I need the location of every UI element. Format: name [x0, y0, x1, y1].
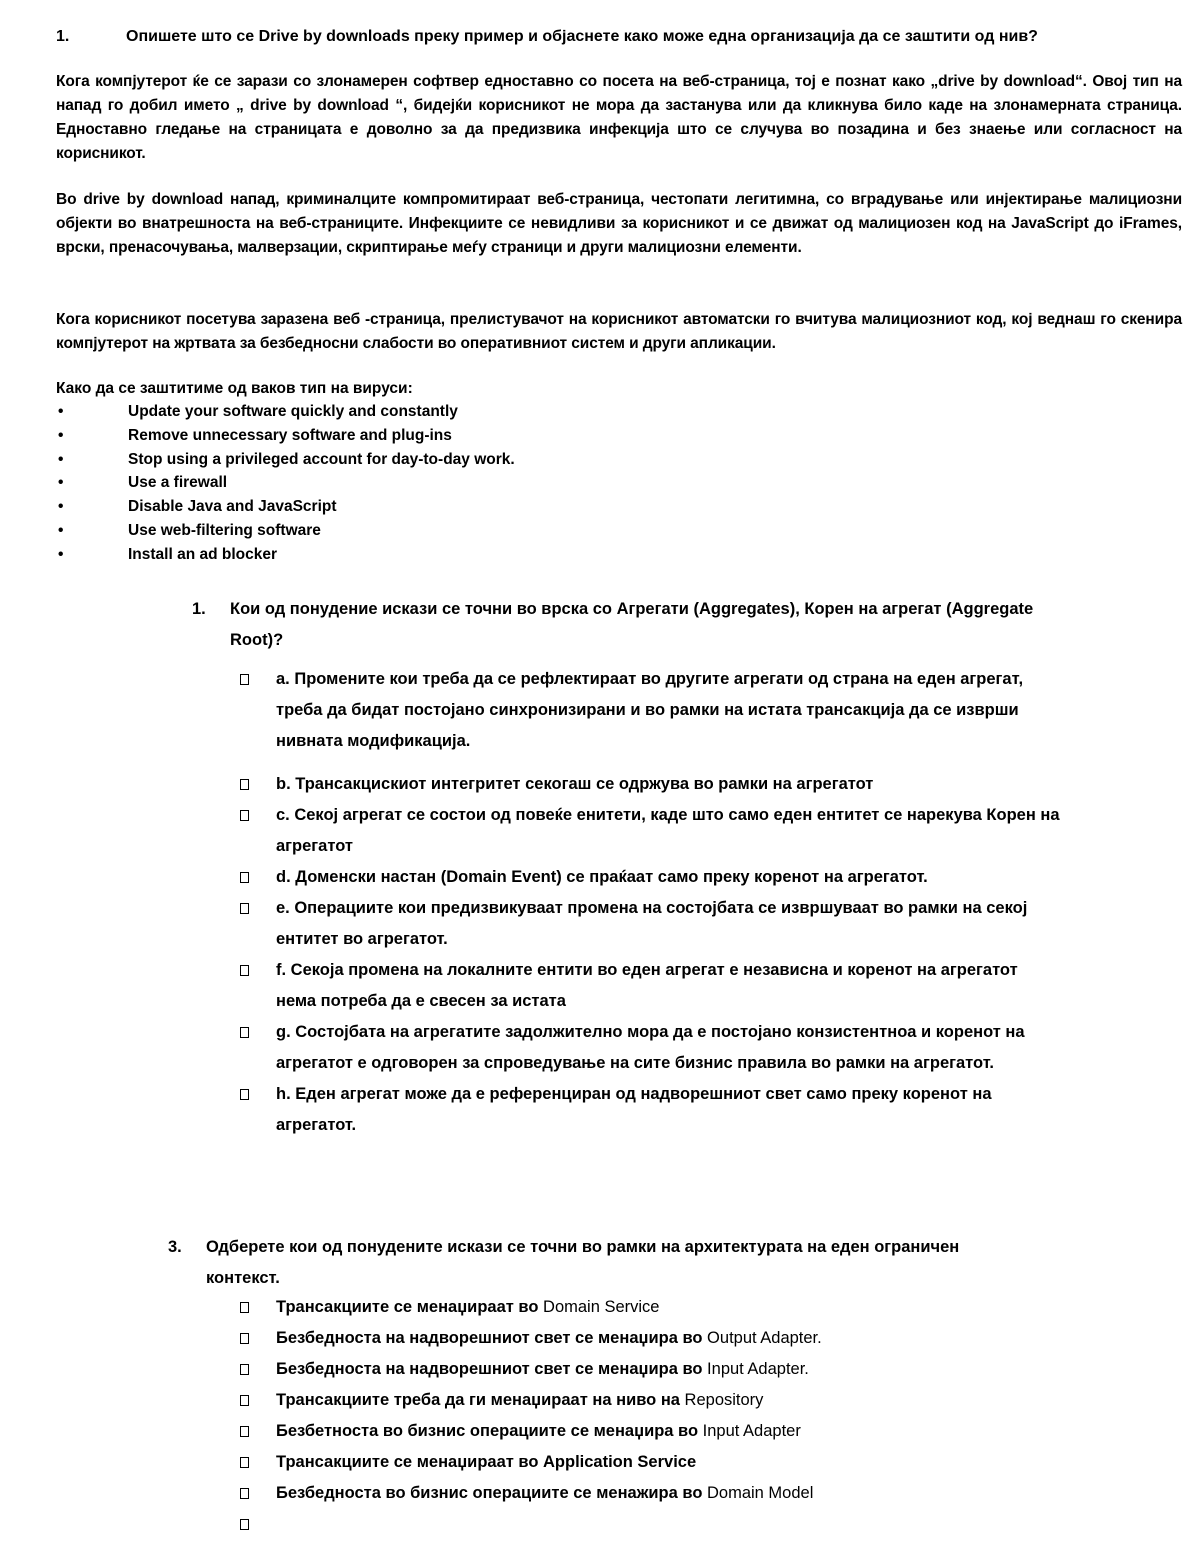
option-item[interactable]: c. Секој агрегат се состои од повеќе енитети, каде што само еден ентитет се нарекува Корен на агрегатот	[240, 800, 1060, 862]
question-bounded-context	[168, 1232, 1028, 1294]
checkbox-icon[interactable]	[240, 1395, 249, 1406]
protection-list	[56, 400, 515, 567]
option-item[interactable]: g. Состојбата на агрегатите задолжително мора да е постојано конзистентноа и коренот на агрегатот е одговорен за спроведување на сите бизнис правила во рамки на агрегатот.	[240, 1017, 1060, 1079]
checkbox-icon[interactable]	[240, 903, 249, 914]
question-text: Одберете кои од понудените искази се точни во рамки на архитектурата на еден ограничен контекст.	[206, 1238, 960, 1287]
protection-heading: Како да се заштитиме од ваков тип на вируси:	[56, 380, 413, 397]
question-aggregates	[192, 594, 1052, 656]
bullet-icon: •	[58, 403, 64, 420]
question-1-heading	[56, 26, 1186, 48]
option-item[interactable]: Трансакциите се менаџираат во Domain Service	[240, 1292, 1060, 1323]
question-number: 1.	[192, 600, 206, 618]
bullet-icon: •	[58, 426, 64, 444]
bounded-context-options	[240, 1292, 1060, 1509]
bullet-icon: •	[58, 450, 64, 468]
list-item: • Stop using a privileged account for day-to-day work.	[56, 448, 515, 472]
bullet-icon: •	[58, 545, 64, 563]
option-item[interactable]: b. Трансакцискиот интегритет секогаш се одржува во рамки на агрегатот	[240, 769, 1060, 800]
checkbox-icon[interactable]	[240, 1027, 249, 1038]
question-text: Кои од понудение искази се точни во врска со Агрегати (Aggregates), Корен на агрегат (Aggregate Root)?	[230, 600, 1034, 649]
option-item[interactable]: Трансакциите се менаџираат во Application Service	[240, 1447, 1060, 1478]
list-item: • Install an ad blocker	[56, 543, 515, 567]
list-item: • Update your software quickly and constantly	[56, 400, 515, 424]
checkbox-icon[interactable]	[240, 810, 249, 821]
checkbox-icon[interactable]	[240, 965, 249, 976]
answer-paragraph: Кога компјутерот ќе се зарази со злонамерен софтвер едноставно со посета на веб-страница, тој е познат како „drive by download“. Овој тип на напад го добил името „ drive by download “, бидејќи корисникот не мора да застанува или да кликнува било каде на злонамерната страница. Едноставно гледање на страницата е доволно за да предизвика инфекција што се случува во позадина и без знаење или согласност на корисникот.	[56, 73, 1182, 162]
option-item[interactable]: a. Промените кои треба да се рефлектираат во другите агрегати од страна на еден агрегат, треба да бидат постојано синхронизирани и во рамки на истата трансакција да се изврши нивната модификација.	[240, 664, 1060, 769]
bullet-icon: •	[58, 521, 64, 539]
checkbox-icon[interactable]	[240, 1364, 249, 1375]
option-item[interactable]: Трансакциите треба да ги менаџираат на ниво на Repository	[240, 1385, 1060, 1416]
answer-paragraph: Кога корисникот посетува заразена веб -страница, прелистувачот на корисникот автоматски го вчитува малициозниот код, кој веднаш го скенира компјутерот на жртвата за безбедносни слабости во оперативниот систем и други апликации.	[56, 311, 1182, 352]
checkbox-icon[interactable]	[240, 779, 249, 790]
option-item[interactable]: e. Операциите кои предизвикуваат промена на состојбата се извршуваат во рамки на секој ентитет во агрегатот.	[240, 893, 1060, 955]
bullet-icon: •	[58, 474, 64, 492]
question-number: 3.	[168, 1238, 182, 1256]
question-number: 1.	[56, 28, 70, 45]
list-item: • Use web-filtering software	[56, 519, 515, 543]
checkbox-icon[interactable]	[240, 1089, 249, 1100]
checkbox-icon[interactable]	[240, 1302, 249, 1313]
list-item: • Disable Java and JavaScript	[56, 495, 515, 519]
aggregates-options	[240, 664, 1060, 1141]
checkbox-icon[interactable]	[240, 1333, 249, 1344]
question-text: Опишете што се Drive by downloads преку пример и објаснете како може една организација да се заштити од нив?	[126, 28, 1038, 45]
checkbox-icon[interactable]	[240, 1426, 249, 1437]
option-item[interactable]: Безбетноста во бизнис операциите се менаџира во Input Adapter	[240, 1416, 1060, 1447]
option-item[interactable]: Безбедноста на надворешниот свет се менаџира во Input Adapter.	[240, 1354, 1060, 1385]
bullet-icon: •	[58, 498, 64, 516]
checkbox-icon[interactable]	[240, 1457, 249, 1468]
checkbox-icon[interactable]	[240, 1519, 249, 1530]
option-item[interactable]: h. Еден агрегат може да е референциран од надворешниот свет само преку коренот на агрегатот.	[240, 1079, 1060, 1141]
answer-paragraph: Во drive by download напад, криминалците компромитираат веб-страница, честопати легитимна, со вградување или инјектирање малициозни објекти во внатрешноста на веб-страниците. Инфекциите се невидливи за корисникот и се движат од малициозен код на JavaScript до iFrames, врски, пренасочувања, малверзации, скриптирање меѓу страници и други малициозни елементи.	[56, 191, 1182, 256]
option-item[interactable]: Безбедноста на надворешниот свет се менаџира во Output Adapter.	[240, 1323, 1060, 1354]
checkbox-icon[interactable]	[240, 872, 249, 883]
option-item[interactable]: Безбедноста во бизнис операциите се менажира во Domain Model	[240, 1478, 1060, 1509]
option-item[interactable]: d. Доменски настан (Domain Event) се праќаат само преку коренот на агрегатот.	[240, 862, 1060, 893]
list-item: • Remove unnecessary software and plug-ins	[56, 424, 515, 448]
list-item: • Use a firewall	[56, 471, 515, 495]
option-item[interactable]: f. Секоја промена на локалните ентити во еден агрегат е независна и коренот на агрегатот нема потреба да е свесен за истата	[240, 955, 1060, 1017]
checkbox-icon[interactable]	[240, 674, 249, 685]
checkbox-icon[interactable]	[240, 1488, 249, 1499]
